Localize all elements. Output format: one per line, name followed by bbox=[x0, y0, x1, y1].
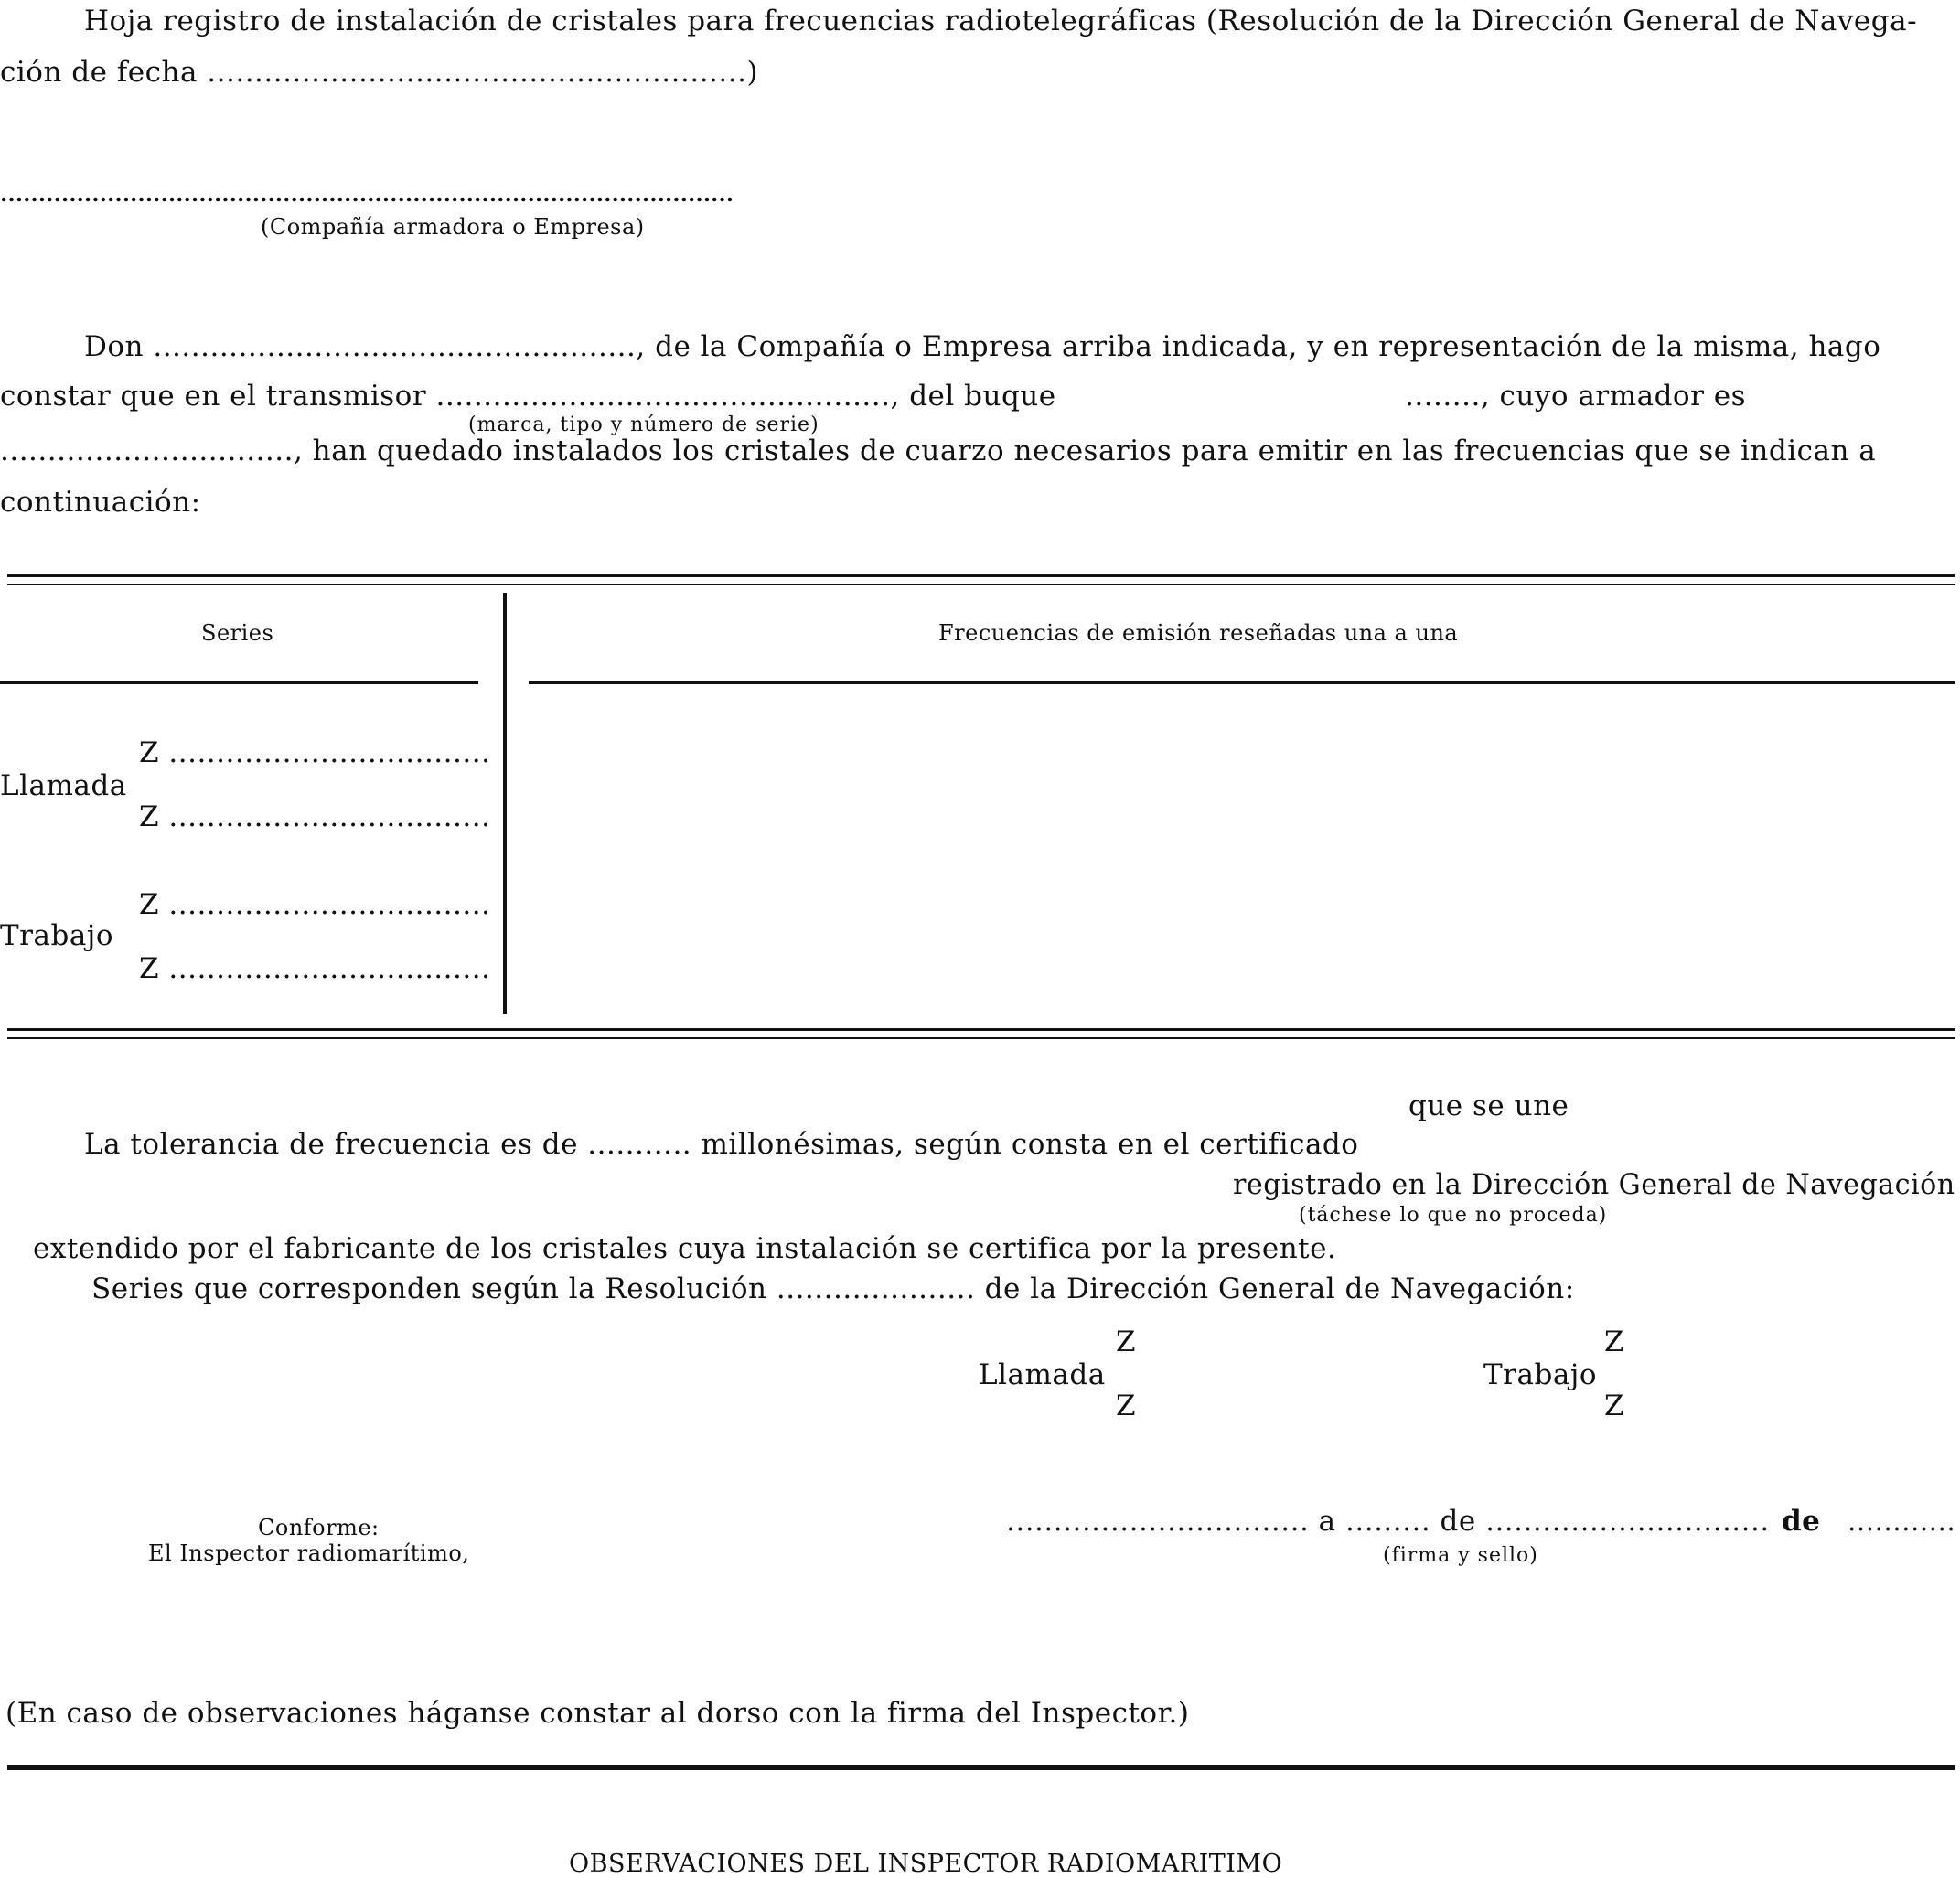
llamada-z-2[interactable]: Z .................................. bbox=[139, 800, 491, 833]
tolerance-line-2: extendido por el fabricante de los cristales cuya instalación se certifica por la presente. bbox=[33, 1232, 1337, 1265]
date-year[interactable]: ............ bbox=[1848, 1505, 1956, 1538]
frequencies-header-rule bbox=[529, 681, 1955, 684]
declaration-line-1: Don ..................................................., de la Compañía o Empresa arriba indicada, y en representación de la misma, hago bbox=[84, 330, 1881, 363]
transmitter-caption: (marca, tipo y número de serie) bbox=[468, 413, 819, 436]
table-bottom-rule-2 bbox=[7, 1037, 1955, 1039]
llamada-z-top: Z bbox=[1116, 1325, 1137, 1358]
series-header-rule bbox=[0, 681, 478, 684]
llamada-correspond-label: Llamada bbox=[979, 1358, 1106, 1391]
trabajo-z-1[interactable]: Z .................................. bbox=[139, 888, 491, 921]
date-line[interactable]: ................................ a ......... de .............................. bbox=[1006, 1505, 1770, 1538]
company-blank[interactable]: ................................................................................................ bbox=[0, 180, 734, 207]
llamada-label: Llamada bbox=[0, 769, 127, 802]
header-line-2: ción de fecha .........................................................) bbox=[0, 56, 759, 89]
registrado-text: registrado en la Dirección General de Navegación bbox=[1233, 1168, 1955, 1201]
inspector-label: El Inspector radiomarítimo, bbox=[148, 1540, 470, 1566]
declaration-line-2b: ........, cuyo armador es bbox=[1405, 380, 1747, 413]
trabajo-z-2[interactable]: Z .................................. bbox=[139, 952, 491, 985]
llamada-z-1[interactable]: Z .................................. bbox=[139, 736, 491, 769]
declaration-line-3: ..............................., han quedado instalados los cristales de cuarzo necesarios para emitir en las frecuencias que se indican a bbox=[0, 435, 1877, 467]
table-column-divider bbox=[503, 593, 507, 1014]
table-bottom-rule-1 bbox=[7, 1028, 1955, 1031]
table-top-rule-2 bbox=[7, 584, 1955, 585]
observations-title: OBSERVACIONES DEL INSPECTOR RADIOMARITIMO bbox=[569, 1850, 1283, 1878]
llamada-z-bottom: Z bbox=[1116, 1390, 1137, 1422]
observations-note: (En caso de observaciones háganse constar al dorso con la firma del Inspector.) bbox=[5, 1697, 1190, 1730]
date-de: de bbox=[1782, 1505, 1821, 1538]
trabajo-z-top: Z bbox=[1604, 1325, 1625, 1358]
trabajo-label: Trabajo bbox=[0, 919, 114, 952]
declaration-line-4: continuación: bbox=[0, 486, 201, 519]
series-header: Series bbox=[201, 620, 274, 646]
trabajo-correspond-label: Trabajo bbox=[1483, 1358, 1598, 1391]
conforme-label: Conforme: bbox=[258, 1515, 380, 1540]
table-top-rule-1 bbox=[7, 574, 1955, 577]
tolerance-line-1: La tolerancia de frecuencia es de ........... millonésimas, según consta en el certificado bbox=[84, 1128, 1359, 1161]
observations-rule bbox=[7, 1765, 1955, 1770]
declaration-line-2a: constar que en el transmisor ................................................, del buque bbox=[0, 380, 1056, 413]
tachese-caption: (táchese lo que no proceda) bbox=[1299, 1204, 1608, 1227]
tolerance-line-3: Series que corresponden según la Resolución ..................... de la Dirección General de Navegación: bbox=[91, 1272, 1575, 1305]
company-caption: (Compañía armadora o Empresa) bbox=[261, 214, 645, 240]
frequencies-header: Frecuencias de emisión reseñadas una a una bbox=[938, 620, 1459, 646]
que-se-une: que se une bbox=[1408, 1089, 1569, 1122]
firma-caption: (firma y sello) bbox=[1383, 1544, 1538, 1567]
trabajo-z-bottom: Z bbox=[1604, 1390, 1625, 1422]
header-line-1: Hoja registro de instalación de cristales para frecuencias radiotelegráficas (Resolución de la Dirección General de Navega- bbox=[84, 5, 1918, 38]
